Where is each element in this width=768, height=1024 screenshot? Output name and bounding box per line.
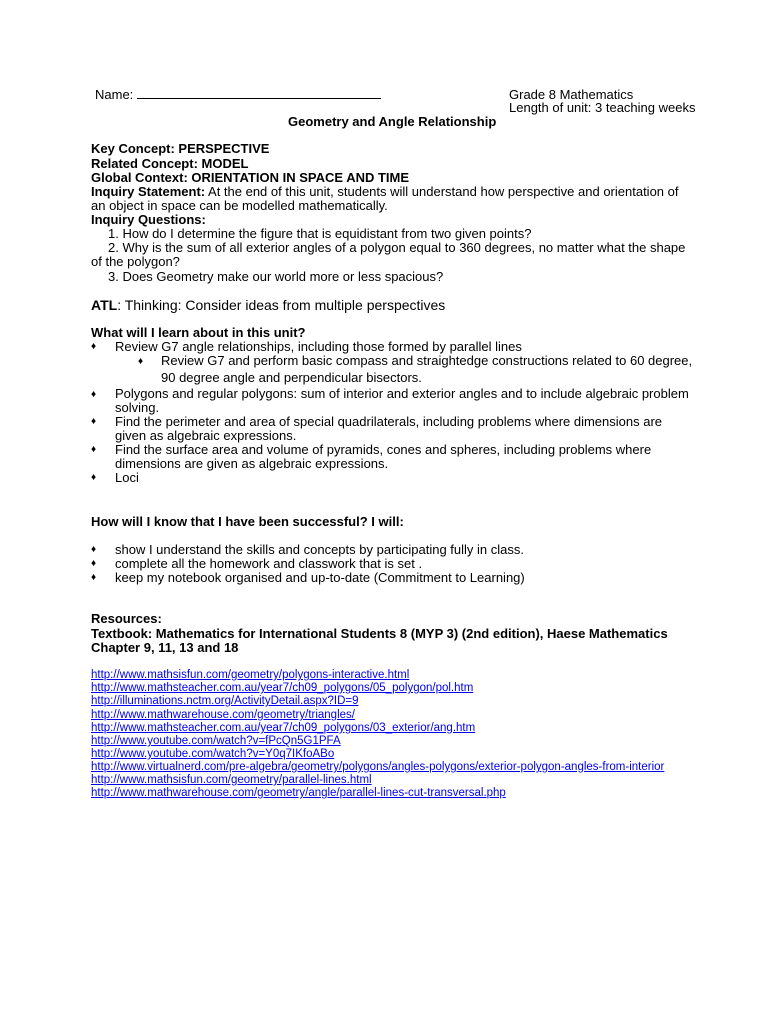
- inquiry-statement: [91, 185, 678, 199]
- learn-item-1: Review G7 angle relationships, including those formed by parallel lines: [115, 339, 522, 354]
- learn-subitem-1: Review G7 and perform basic compass and straightedge constructions related to 60 degree,: [161, 353, 693, 368]
- resource-link[interactable]: http://www.mathsteacher.com.au/year7/ch09_polygons/03_exterior/ang.htm: [91, 722, 476, 734]
- success-heading: How will I know that I have been successful? I will:: [91, 514, 404, 529]
- bullet-icon: ♦: [138, 356, 144, 367]
- name-label: Name:: [95, 87, 134, 102]
- bullet-icon: ♦: [91, 389, 97, 400]
- related-concept: Related Concept: MODEL: [91, 156, 249, 171]
- bullet-icon: ♦: [91, 341, 97, 352]
- bullet-icon: ♦: [91, 558, 97, 569]
- success-item-2: complete all the homework and classwork that is set .: [115, 556, 423, 571]
- key-concept: Key Concept: PERSPECTIVE: [91, 141, 270, 156]
- resource-link[interactable]: http://illuminations.nctm.org/ActivityDetail.aspx?ID=9: [91, 695, 359, 707]
- atl-label: ATL: [91, 297, 118, 313]
- inquiry-question-2: 2. Why is the sum of all exterior angles of a polygon equal to 360 degrees, no matter what the shape: [108, 240, 686, 255]
- learn-item-4-continued: dimensions are given as algebraic expressions.: [115, 456, 389, 471]
- success-item-1: show I understand the skills and concepts by participating fully in class.: [115, 542, 524, 557]
- learn-item-3: Find the perimeter and area of special quadrilaterals, including problems where dimensions are: [115, 414, 663, 429]
- inquiry-statement-text: At the end of this unit, students will understand how perspective and orientation of: [205, 184, 679, 199]
- resource-link[interactable]: http://www.mathwarehouse.com/geometry/triangles/: [91, 709, 355, 721]
- resource-link[interactable]: http://www.mathsteacher.com.au/year7/ch09_polygons/05_polygon/pol.htm: [91, 682, 474, 694]
- resource-link[interactable]: http://www.youtube.com/watch?v=fPcQn5G1PFA: [91, 735, 341, 747]
- bullet-icon: ♦: [91, 444, 97, 455]
- resource-link[interactable]: http://www.youtube.com/watch?v=Y0q7IKfoABo: [91, 748, 335, 760]
- learn-subitem-1-continued: 90 degree angle and perpendicular bisectors.: [161, 370, 422, 385]
- inquiry-question-2-continued: of the polygon?: [91, 254, 180, 269]
- inquiry-statement-label: Inquiry Statement:: [91, 184, 206, 199]
- bullet-icon: ♦: [91, 572, 97, 583]
- textbook-reference: Textbook: Mathematics for International Students 8 (MYP 3) (2nd edition), Haese Mathematics: [91, 626, 668, 641]
- learn-item-4: Find the surface area and volume of pyramids, cones and spheres, including problems where: [115, 442, 652, 457]
- textbook-chapters: Chapter 9, 11, 13 and 18: [91, 640, 239, 655]
- learn-item-5: Loci: [115, 470, 139, 485]
- learn-item-2-continued: solving.: [115, 400, 160, 415]
- resource-link[interactable]: http://www.mathsisfun.com/geometry/parallel-lines.html: [91, 774, 372, 786]
- learn-heading: What will I learn about in this unit?: [91, 325, 306, 340]
- resource-link[interactable]: http://www.mathsisfun.com/geometry/polygons-interactive.html: [91, 669, 410, 681]
- resource-link[interactable]: http://www.mathwarehouse.com/geometry/angle/parallel-lines-cut-transversal.php: [91, 787, 506, 799]
- learn-item-2: Polygons and regular polygons: sum of interior and exterior angles and to include algebraic problem: [115, 386, 689, 401]
- inquiry-question-3: 3. Does Geometry make our world more or less spacious?: [108, 269, 444, 284]
- inquiry-question-1: 1. How do I determine the figure that is equidistant from two given points?: [108, 226, 532, 241]
- grade-label: Grade 8 Mathematics: [509, 87, 634, 102]
- bullet-icon: ♦: [91, 472, 97, 483]
- unit-length: Length of unit: 3 teaching weeks: [509, 100, 696, 115]
- learn-item-3-continued: given as algebraic expressions.: [115, 428, 297, 443]
- document-title: Geometry and Angle Relationship: [288, 114, 497, 129]
- bullet-icon: ♦: [91, 544, 97, 555]
- global-context: Global Context: ORIENTATION IN SPACE AND TIME: [91, 170, 410, 185]
- success-item-3: keep my notebook organised and up-to-date (Commitment to Learning): [115, 570, 525, 585]
- inquiry-statement-continued: an object in space can be modelled mathematically.: [91, 198, 388, 213]
- resources-heading: Resources:: [91, 611, 162, 626]
- atl-text: : Thinking: Consider ideas from multiple perspectives: [117, 297, 446, 313]
- name-blank-line[interactable]: [137, 88, 381, 99]
- name-field: [95, 88, 381, 102]
- atl-line: [91, 298, 445, 313]
- inquiry-questions-label: Inquiry Questions:: [91, 212, 206, 227]
- resource-link[interactable]: http://www.virtualnerd.com/pre-algebra/geometry/polygons/angles-polygons/exterior-polygon-angles-from-interior: [91, 761, 665, 773]
- bullet-icon: ♦: [91, 416, 97, 427]
